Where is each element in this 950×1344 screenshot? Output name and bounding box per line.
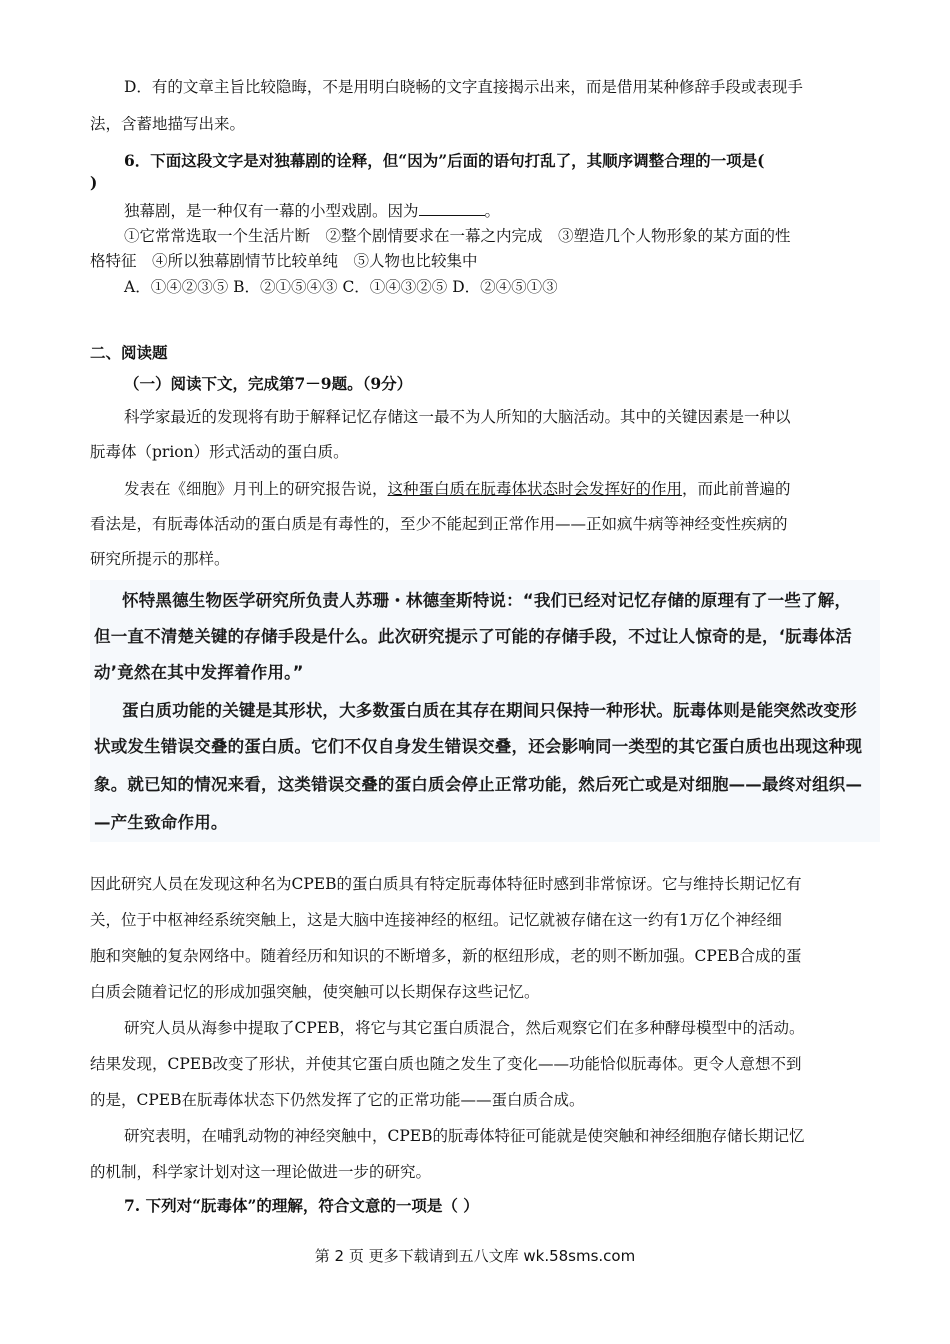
q5-option-d-line2: 法，含蓄地描写出来。 [90,115,246,133]
page-footer: 第 2 页 更多下载请到五八文库 wk.58sms.com [314,1247,636,1265]
p2-line2: 看法是，有朊毒体活动的蛋白质是有毒性的，至少不能起到正常作用——正如疯牛病等神经变性疾病的 [90,515,788,533]
scan-line6: 象。就已知的情况来看，这类错误交叠的蛋白质会停止正常功能，然后死亡或是对细胞——最终对组织— [94,775,863,794]
scan-line2: 但一直不清楚关键的存储手段是什么。此次研究提示了可能的存储手段，不过让人惊奇的是，‘朊毒体活 [94,627,852,646]
scan-line7: —产生致命作用。 [94,813,228,832]
q6-passage-end: 。 [484,202,501,220]
q6-passage-text: 独幕剧，是一种仅有一幕的小型戏剧。因为 [124,202,419,220]
p3-line3: 胞和突触的复杂网络中。随着经历和知识的不断增多，新的枢纽形成，老的则不断加强。CPEB合成的蛋 [90,947,802,965]
section2-heading: 二、阅读题 [90,343,168,362]
p1-line2: 朊毒体（prion）形式活动的蛋白质。 [90,443,349,461]
p4-line1: 研究人员从海参中提取了CPEB，将它与其它蛋白质混合，然后观察它们在多种酵母模型中的活动。 [124,1019,805,1037]
q6-options: A．①④②③⑤ B．②①⑤④③ C．①④③②⑤ D．②④⑤①③ [124,278,558,296]
p4-line3: 的是，CPEB在朊毒体状态下仍然发挥了它的正常功能——蛋白质合成。 [90,1091,585,1109]
scan-line3: 动’竟然在其中发挥着作用。” [94,663,304,682]
p4-line2: 结果发现，CPEB改变了形状，并使其它蛋白质也随之发生了变化——功能恰似朊毒体。更令人意想不到 [90,1055,802,1073]
p2-line1 [124,478,791,500]
q5-option-d-line1: D．有的文章主旨比较隐晦，不是用明白晓畅的文字直接揭示出来，而是借用某种修辞手段或表现手 [124,78,803,96]
q6-items-line1: ①它常常选取一个生活片断 ②整个剧情要求在一幕之内完成 ③塑造几个人物形象的某方面的性 [124,227,791,245]
p2-underlined-phrase: 这种蛋白质在朊毒体状态时会发挥好的作用 [387,480,683,498]
p5-line2: 的机制，科学家计划对这一理论做进一步的研究。 [90,1163,432,1181]
p1-line1: 科学家最近的发现将有助于解释记忆存储这一最不为人所知的大脑活动。其中的关键因素是一种以 [124,408,791,426]
p2-line1-after: ，而此前普遍的 [682,480,791,498]
q7-stem: 7. 下列对“朊毒体”的理解，符合文意的一项是（ ） [124,1196,479,1215]
scan-line1: 怀特黑德生物医学研究所负责人苏珊・林德奎斯特说：“我们已经对记忆存储的原理有了一些了解， [122,591,852,610]
scan-line4: 蛋白质功能的关键是其形状，大多数蛋白质在其存在期间只保持一种形状。朊毒体则是能突然改变形 [122,701,857,720]
p3-line4: 白质会随着记忆的形成加强突触，使突触可以长期保存这些记忆。 [90,983,540,1001]
q6-items-line2: 格特征 ④所以独幕剧情节比较单纯 ⑤人物也比较集中 [90,252,478,270]
section2-sub-heading: （一）阅读下文，完成第7－9题。（9分） [124,374,413,393]
p2-line1-before: 发表在《细胞》月刊上的研究报告说， [124,480,388,498]
q6-answer-blank [419,201,485,216]
q6-stem-line2: ) [90,173,98,192]
scanned-excerpt [90,580,880,842]
q6-stem-line1: 6．下面这段文字是对独幕剧的诠释，但“因为”后面的语句打乱了，其顺序调整合理的一项是( [124,151,765,170]
p2-line3: 研究所提示的那样。 [90,550,230,568]
p3-line2: 关，位于中枢神经系统突触上，这是大脑中连接神经的枢纽。记忆就被存储在这一约有1万亿个神经细 [90,911,782,929]
p3-line1: 因此研究人员在发现这种名为CPEB的蛋白质具有特定朊毒体特征时感到非常惊讶。它与维持长期记忆有 [90,875,802,893]
p5-line1: 研究表明，在哺乳动物的神经突触中，CPEB的朊毒体特征可能就是使突触和神经细胞存储长期记忆 [124,1127,805,1145]
scan-line5: 状或发生错误交叠的蛋白质。它们不仅自身发生错误交叠，还会影响同一类型的其它蛋白质也出现这种现 [94,737,863,756]
q6-passage [124,200,500,222]
